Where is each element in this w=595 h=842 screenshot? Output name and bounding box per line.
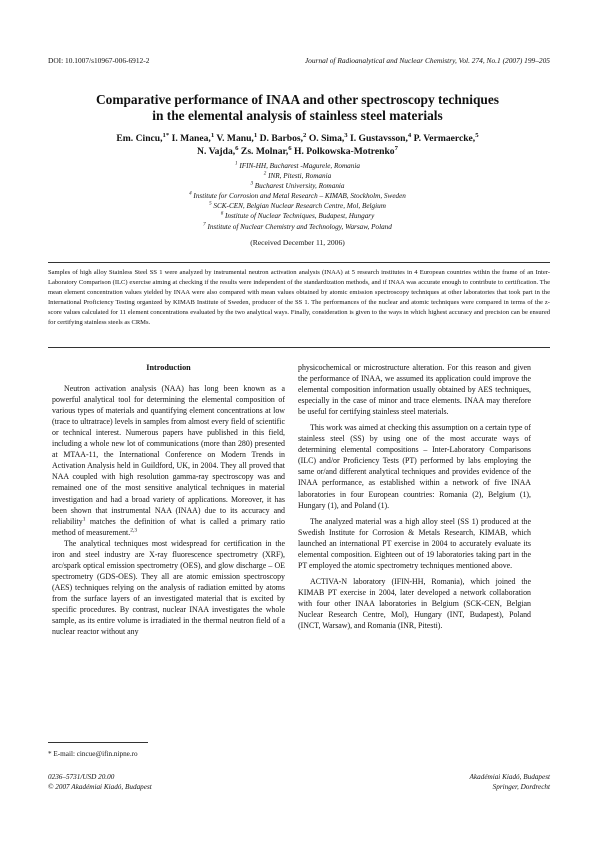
author-affil: 7: [394, 144, 398, 152]
intro-paragraph-3: This work was aimed at checking this assumption on a certain type of stainless steel (SS) by using one of the most accurate ways of determining elemental compositions – Inter-Laboratory Comparisons (ILC) and/or Proficiency Tests (PT) performed by labs employing the same or/and different analytical techniques and provides evidence of the INAA performance, as established within a network of five INAA laboratories in four European countries: Romania (2), Belgium (1), Hungary (1), and Poland (1).: [298, 423, 531, 510]
author-name: O. Sima,: [308, 133, 345, 144]
paragraph-text: matches the definition of what is called a primary ratio method of measurement.: [52, 516, 285, 537]
journal-citation: Journal of Radioanalytical and Nuclear Chemistry, Vol. 274, No.1 (2007) 199–205: [304, 56, 550, 65]
author-name: I. Manea,: [171, 133, 211, 144]
affiliation-text: Institute of Nuclear Chemistry and Technology, Warsaw, Poland: [207, 222, 392, 231]
author-name: V. Manu,: [216, 133, 254, 144]
footer-right: [470, 772, 550, 792]
reference-marker: 2,3: [130, 527, 138, 534]
author-line-1: [40, 132, 555, 145]
affiliation-item: [40, 181, 555, 191]
reference-marker: 1: [82, 515, 86, 522]
author-affil: 1: [253, 131, 258, 139]
author-affil: 4: [407, 131, 412, 139]
affiliation-number: 7: [203, 222, 206, 228]
author-affil: 3: [344, 131, 348, 139]
footnote-email: * E-mail: cincue@ifin.nipne.ro: [48, 750, 138, 758]
section-heading-introduction: Introduction: [146, 363, 191, 372]
affiliation-item: [40, 211, 555, 221]
affiliation-item: [40, 171, 555, 181]
affiliation-list: [40, 161, 555, 232]
author-list: [40, 132, 555, 158]
affiliation-text: SCK-CEN, Belgian Nuclear Research Centre, Mol, Belgium: [213, 202, 386, 211]
affiliation-item: [40, 201, 555, 211]
copyright-text: © 2007 Akadémiai Kiadó, Budapest: [48, 783, 152, 791]
author-name: P. Vermaercke,: [413, 133, 476, 144]
intro-paragraph-1: [52, 383, 285, 538]
affiliation-text: Institute of Nuclear Techniques, Budapest, Hungary: [225, 212, 375, 221]
affiliation-number: 2: [263, 171, 267, 177]
title-line-1: Comparative performance of INAA and other spectroscopy techniques: [95, 92, 500, 107]
doi-text: DOI: 10.1007/s10967-006-6912-2: [48, 56, 150, 65]
footer-left: [48, 772, 152, 792]
affiliation-text: Institute for Corrosion and Metal Research – KIMAB, Stockholm, Sweden: [193, 192, 406, 201]
author-affil: 1*: [162, 131, 170, 139]
title-line-2: in the elemental analysis of stainless steel materials: [152, 108, 443, 123]
author-name: Em. Cincu,: [116, 133, 163, 144]
publisher-1: Akadémiai Kiadó, Budapest: [469, 773, 550, 781]
author-line-2: [40, 145, 555, 158]
affiliation-number: 1: [235, 161, 238, 167]
affiliation-item: [40, 191, 555, 201]
intro-paragraph-4: The analyzed material was a high alloy steel (SS 1) produced at the Swedish Institute for Corrosion & Metals Research, KIMAB, which launched an international PT exercise in 2004 to accurately evaluate its elemental composition. Eighteen out of 19 laboratories taking part in the PT employed the atomic spectrometry techniques mentioned above.: [298, 516, 531, 570]
intro-paragraph-5: ACTIVA-N laboratory (IFIN-HH, Romania), which joined the KIMAB PT exercise in 2004, later developed a network collaboration with four other INAA laboratories in Belgium (SCK-CEN, Belgian Nuclear Research Centre, Mol), Hungary (INT, Budapest), Poland (INCT, Warsaw), and Romania (INR, Pitesti).: [298, 576, 531, 631]
footnote-rule: [48, 742, 148, 743]
affiliation-text: INR, Pitesti, Romania: [268, 172, 332, 181]
affiliation-number: 4: [189, 191, 192, 197]
affiliation-number: 3: [250, 181, 253, 187]
author-affil: 2: [303, 131, 307, 139]
left-column: [52, 362, 285, 637]
affiliation-text: Bucharest University, Romania: [254, 182, 345, 191]
affiliation-item: [40, 161, 555, 171]
intro-paragraph-2: The analytical techniques most widespread for certification in the iron and steel industry are X-ray fluorescence spectrometry (XRF), arc/spark optical emission spectrometry (OES), and glow discharge – OE spectrometry (GDS-OES). They all are atomic emission spectroscopy (AES) techniques relying on the analysis of radiation emitted by atoms from the surface layers of an investigated material that is excited by specific procedures. By contrast, nuclear INAA investigates the whole sample, as its entire volume is irradiated in the thermal neutron field of a nuclear reactor without any: [52, 538, 285, 637]
paper-title: [40, 92, 555, 124]
author-name: H. Polkowska-Motrenko: [294, 146, 395, 157]
affiliation-text: IFIN-HH, Bucharest -Magurele, Romania: [239, 162, 360, 170]
intro-paragraph-continued: physicochemical or microstructure alteration. For this reason and given the performance of INAA, we assumed its application could improve the elemental composition information usually obtained by AES techniques, especially in the case of minor and trace elements. INAA may therefore be useful for certifying stainless steel materials.: [298, 363, 531, 417]
author-affil: 1: [210, 131, 215, 139]
affiliation-number: 6: [220, 212, 224, 218]
issn-price: 0236–5731/USD 20.00: [48, 773, 115, 781]
paragraph-text: Neutron activation analysis (NAA) has long been known as a powerful analytical tool for determining the elemental composition of various types of materials and quantifying element concentrations at low (trace to ultratrace) levels in samples from almost every field of scientific or technical interest. Numerous papers have published in this field, including a whole new lot of communications (more than 280) presented at MTAA-11, the International Conference on Modern Trends in Activation Analysis held in Guildford, UK, in 2004. They all proved that NAA coupled with high resolution gamma-ray spectroscopy was and remained one of the most sensitive analytical techniques in material investigation and had a broad variety of applications. Moreover, it has been shown that instrumental NAA (INAA) due to its accuracy and reliability: [52, 384, 285, 526]
author-name: Zs. Molnar,: [240, 146, 289, 157]
author-name: D. Barbos,: [259, 133, 304, 144]
affiliation-item: [40, 222, 555, 232]
affiliation-number: 5: [209, 201, 212, 207]
publisher-2: Springer, Dordrecht: [492, 783, 550, 791]
author-affil: 6: [235, 144, 239, 152]
abstract-bottom-rule: [48, 347, 550, 348]
abstract-text: Samples of high alloy Stainless Steel SS 1 were analyzed by instrumental neutron activation analysis (INAA) at 5 research institutes in 4 European countries within the frame of an Inter-Laboratory Comparison (ILC) exercise aiming at checking if the results were independent of the standardization methods, and if INAA was accurate enough to contribute to certification. The mean element concentration values yielded by INAA were also compared with mean values obtained by atomic emission spectroscopy techniques at other laboratories that took part in the International Proficiency Testing organized by KIMAB Institute of Sweden, producer of the SS 1. The performances of the nuclear and atomic techniques were compared in terms of the z-score values calculated for 11 element concentrations evaluated by the two analytical ways. Finally, consideration is given to the ways in which highest accuracy and precision can be ensured for certifying stainless steels as CRMs.: [48, 269, 550, 327]
abstract-top-rule: [48, 262, 550, 263]
author-affil: 5: [475, 131, 479, 139]
received-date: (Received December 11, 2006): [250, 238, 345, 247]
author-name: I. Gustavsson,: [350, 133, 408, 144]
author-name: N. Vajda,: [197, 146, 236, 157]
author-affil: 6: [288, 144, 292, 152]
right-column: [298, 362, 531, 631]
